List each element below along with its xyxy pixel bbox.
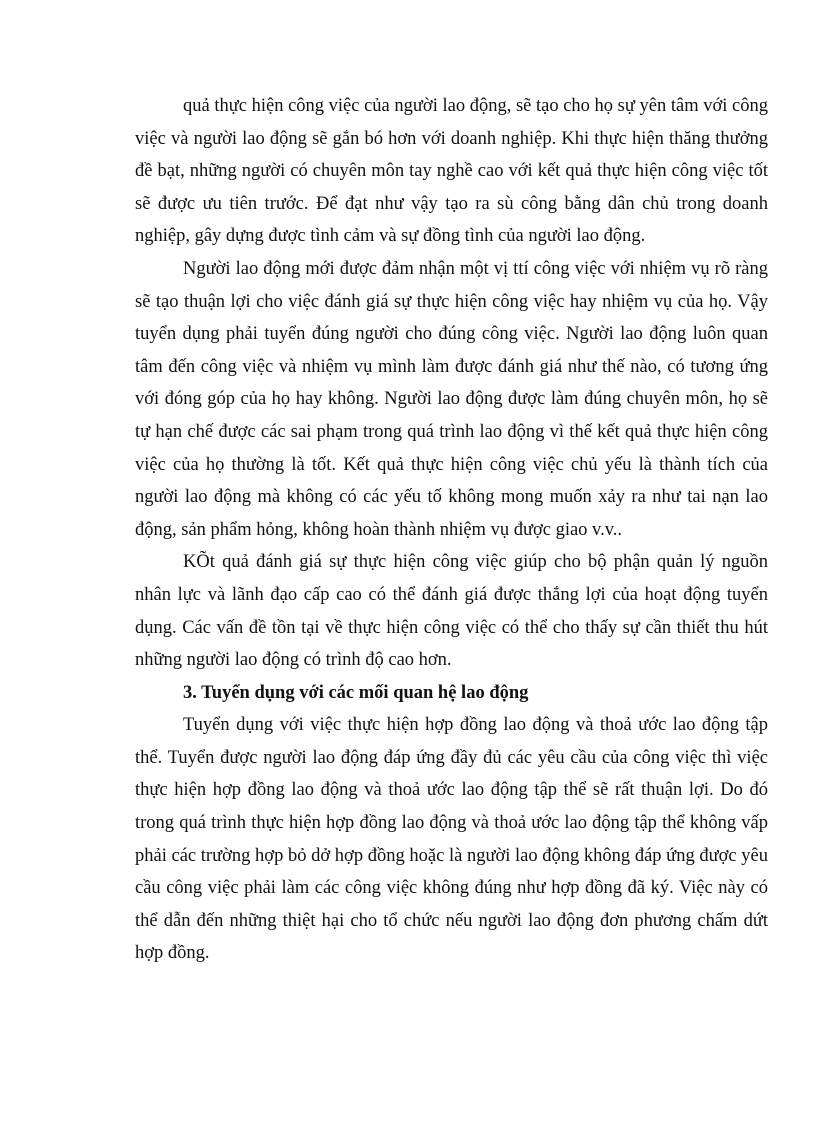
paragraph-performance-results: quả thực hiện công việc của người lao động, sẽ tạo cho họ sự yên tâm với công việc và người lao động sẽ gắn bó hơn với doanh nghiệp. Khi thực hiện thăng thưởng đề bạt, những người có chuyên môn tay nghề cao với kết quả thực hiện công việc tốt sẽ được ưu tiên trước. Để đạt như vậy tạo ra sù công bằng dân chủ trong doanh nghiệp, gây dựng được tình cảm và sự đồng tình của người lao động. bbox=[135, 96, 768, 247]
paragraph-evaluation-results: KÕt quả đánh giá sự thực hiện công việc giúp cho bộ phận quản lý nguồn nhân lực và lãnh đạo cấp cao có thể đánh giá được thắng lợi của hoạt động tuyển dụng. Các vấn đề tồn tại về thực hiện công việc có thể cho thấy sự cần thiết thu hút những người lao động có trình độ cao hơn. bbox=[135, 552, 768, 671]
section-heading: 3. Tuyển dụng với các mối quan hệ lao động bbox=[183, 682, 529, 703]
paragraph-new-employee: Người lao động mới được đảm nhận một vị ttí công việc với nhiệm vụ rõ ràng sẽ tạo thuận lợi cho việc đánh giá sự thực hiện công việc hay nhiệm vụ của họ. Vậy tuyển dụng phải tuyển đúng người cho đúng công việc. Người lao động luôn quan tâm đến công việc và nhiệm vụ mình làm được đánh giá như thế nào, có tương ứng với đóng góp của họ hay không. Người lao động được làm đúng chuyên môn, họ sẽ tự hạn chế được các sai phạm trong quá trình lao động vì thế kết quả thực hiện công việc của họ thường là tốt. Kết quả thực hiện công việc chủ yếu là thành tích của người lao động mà không có các yếu tố không mong muốn xảy ra như tai nạn lao động, sản phẩm hỏng, không hoàn thành nhiệm vụ được giao v.v.. bbox=[135, 258, 768, 540]
document-body bbox=[135, 90, 768, 970]
paragraph-labor-relations: Tuyển dụng với việc thực hiện hợp đồng lao động và thoả ước lao động tập thể. Tuyển được người lao động đáp ứng đầy đủ các yêu cầu của công việc thì việc thực hiện hợp đồng lao động và thoả ước lao động tập thể sẽ rất thuận lợi. Do đó trong quá trình thực hiện hợp đồng lao động và thoả ước lao động tập thể không vấp phải các trường hợp bỏ dở hợp đồng hoặc là người lao động không đáp ứng được yêu cầu công việc phải làm các công việc không đúng như hợp đồng đã ký. Việc này có thể dẫn đến những thiệt hại cho tổ chức nếu người lao động đơn phương chấm dứt hợp đồng. bbox=[135, 715, 768, 964]
